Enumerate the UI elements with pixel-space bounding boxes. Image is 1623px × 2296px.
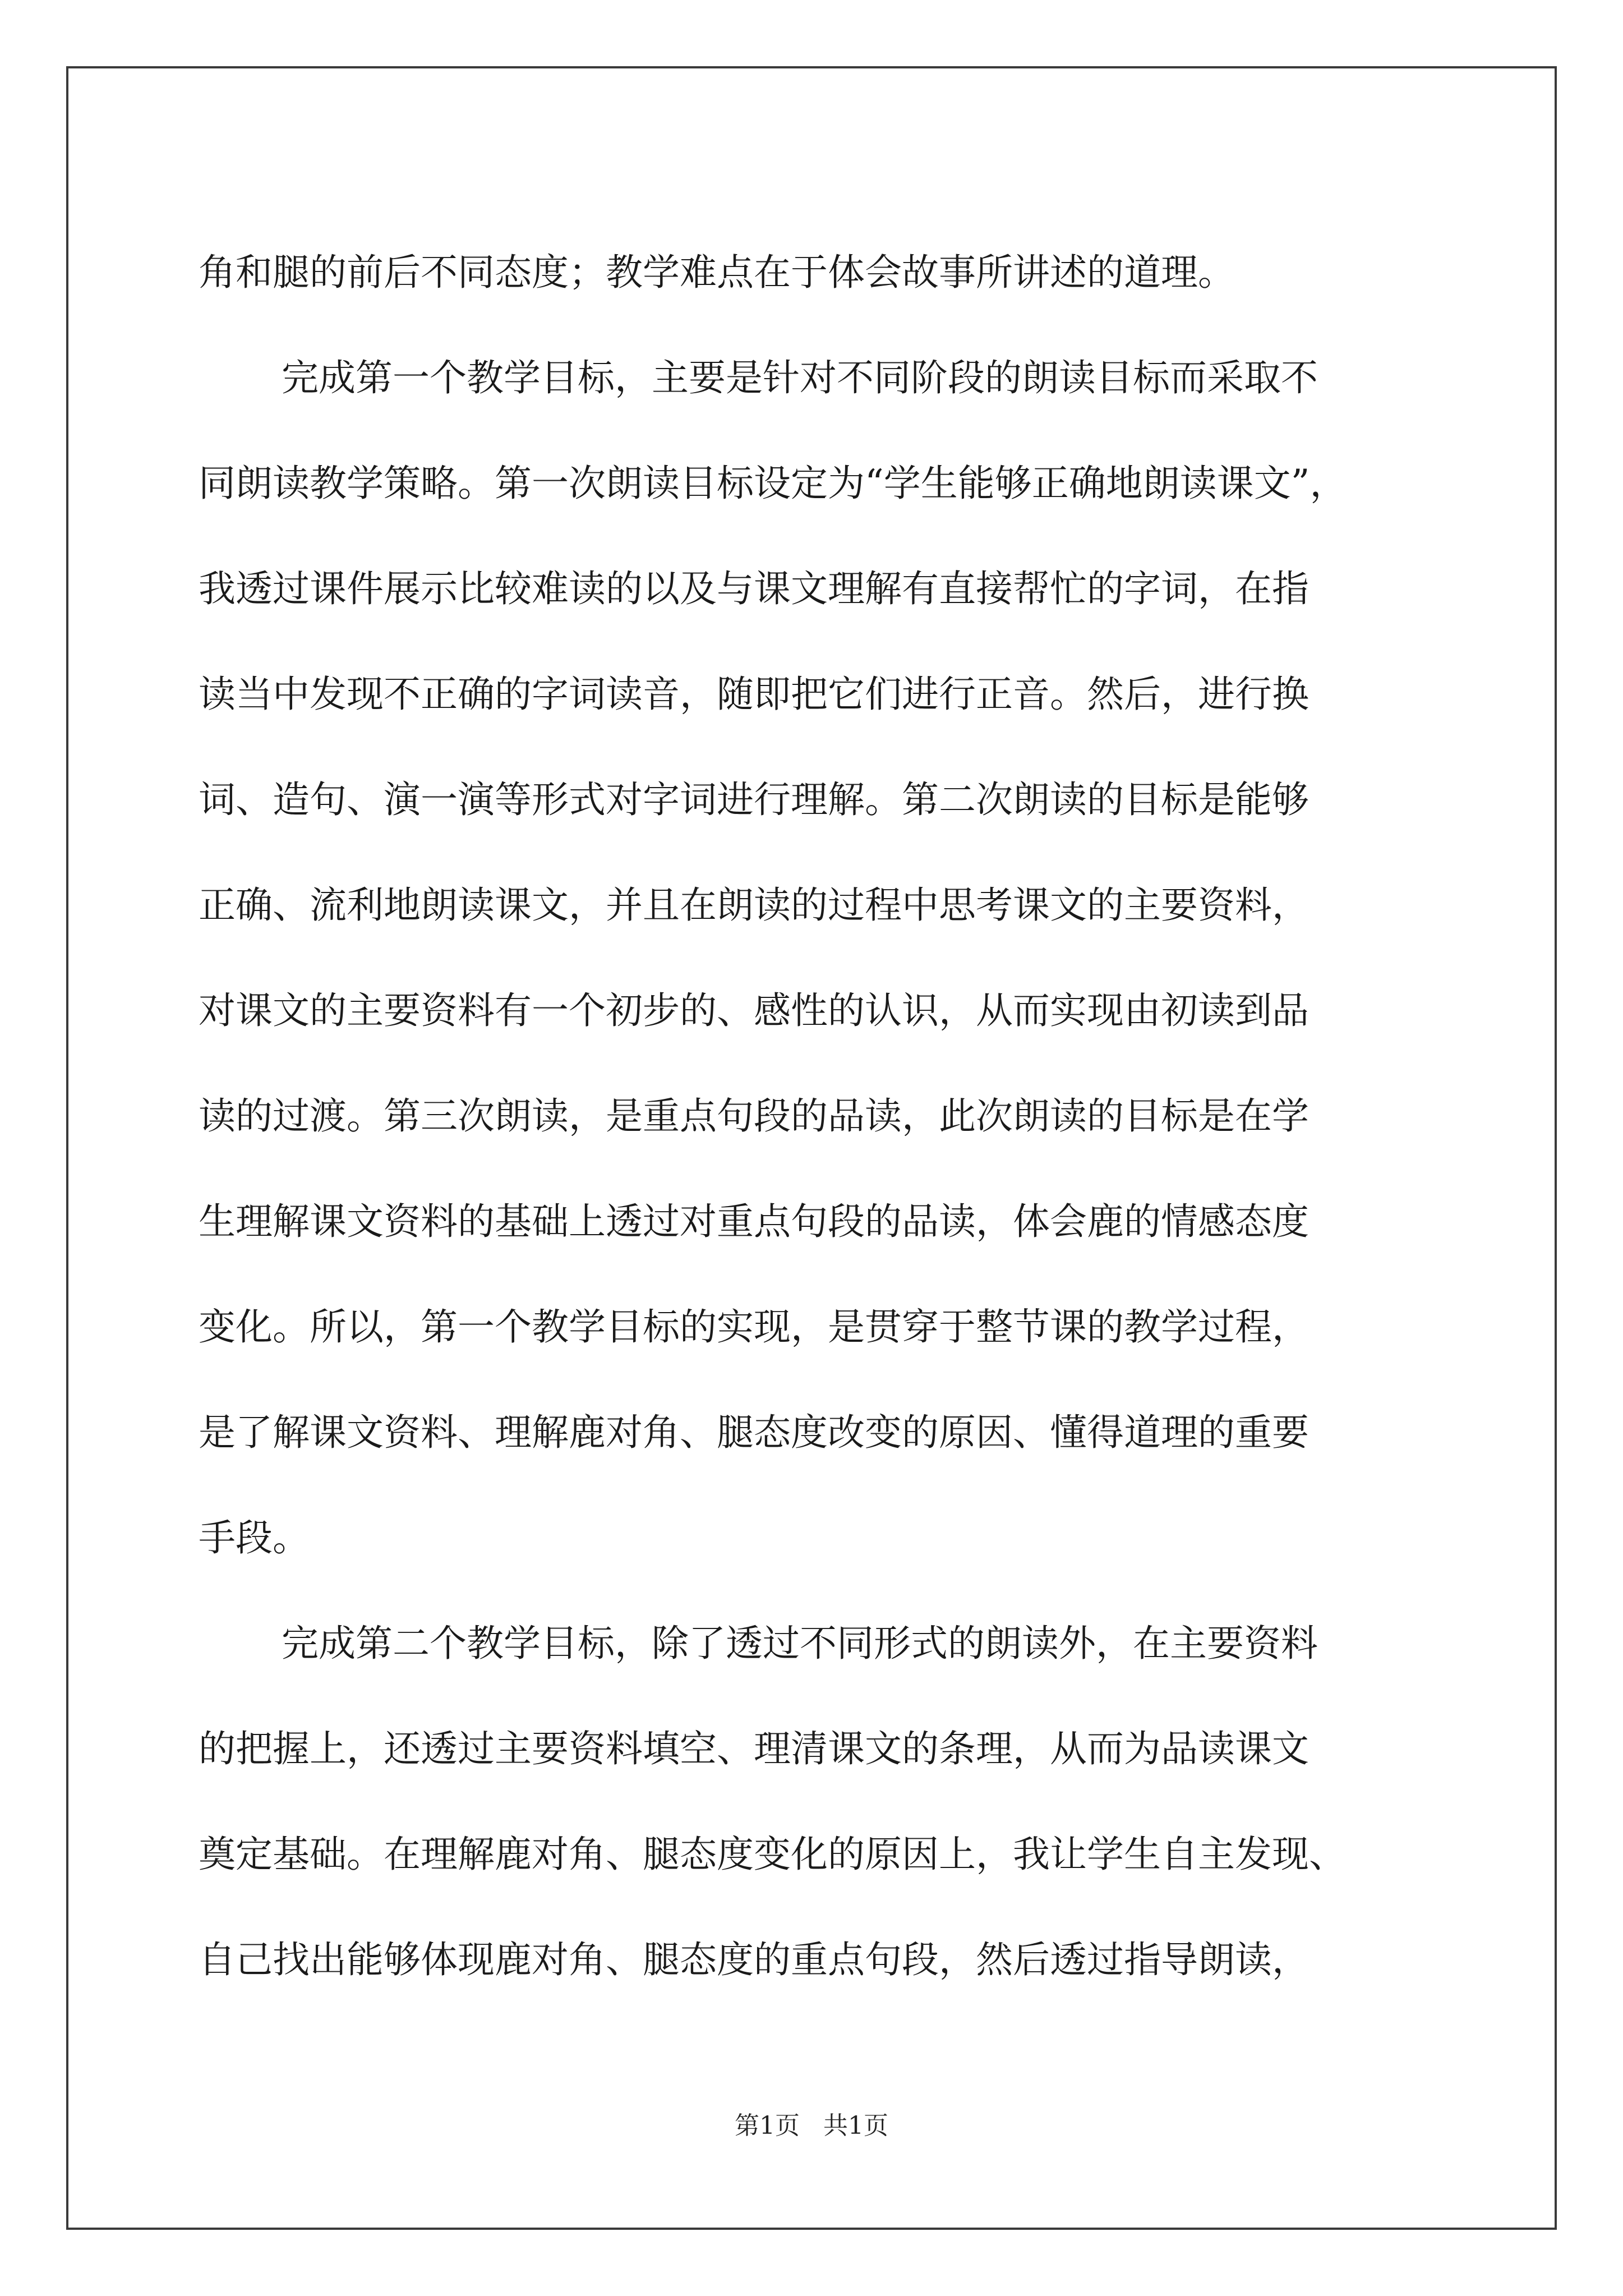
text-line: 完成第二个教学目标，除了透过不同形式的朗读外，在主要资料 [282, 1622, 1318, 1665]
text-line: 读的过渡。第三次朗读，是重点句段的品读，此次朗读的目标是在学 [199, 1094, 1309, 1138]
text-line: 对课文的主要资料有一个初步的、感性的认识，从而实现由初读到品 [199, 989, 1309, 1032]
text-line: 变化。所以，第一个教学目标的实现，是贯穿于整节课的教学过程， [199, 1305, 1309, 1349]
text-line: 词、造句、演一演等形式对字词进行理解。第二次朗读的目标是能够 [199, 778, 1309, 821]
page-number: 第1页 共1页 [735, 2111, 888, 2140]
text-line: 我透过课件展示比较难读的以及与课文理解有直接帮忙的字词，在指 [199, 567, 1309, 610]
text-line: 生理解课文资料的基础上透过对重点句段的品读，体会鹿的情感态度 [199, 1200, 1309, 1243]
page-footer [0, 2109, 1623, 2143]
text-line: 同朗读教学策略。第一次朗读目标设定为“学生能够正确地朗读课文”， [199, 462, 1347, 505]
text-line: 角和腿的前后不同态度；教学难点在于体会故事所讲述的道理。 [199, 251, 1235, 294]
text-line: 是了解课文资料、理解鹿对角、腿态度改变的原因、懂得道理的重要 [199, 1411, 1309, 1454]
text-line: 手段。 [199, 1516, 310, 1559]
document-body [199, 220, 1421, 2013]
text-line: 的把握上，还透过主要资料填空、理清课文的条理，从而为品读课文 [199, 1727, 1309, 1770]
text-line: 正确、流利地朗读课文，并且在朗读的过程中思考课文的主要资料， [199, 884, 1309, 927]
text-line: 完成第一个教学目标，主要是针对不同阶段的朗读目标而采取不 [282, 356, 1318, 399]
text-line: 读当中发现不正确的字词读音，随即把它们进行正音。然后，进行换 [199, 673, 1309, 716]
text-line: 自己找出能够体现鹿对角、腿态度的重点句段，然后透过指导朗读， [199, 1938, 1309, 1981]
text-line: 奠定基础。在理解鹿对角、腿态度变化的原因上，我让学生自主发现、 [199, 1833, 1346, 1876]
